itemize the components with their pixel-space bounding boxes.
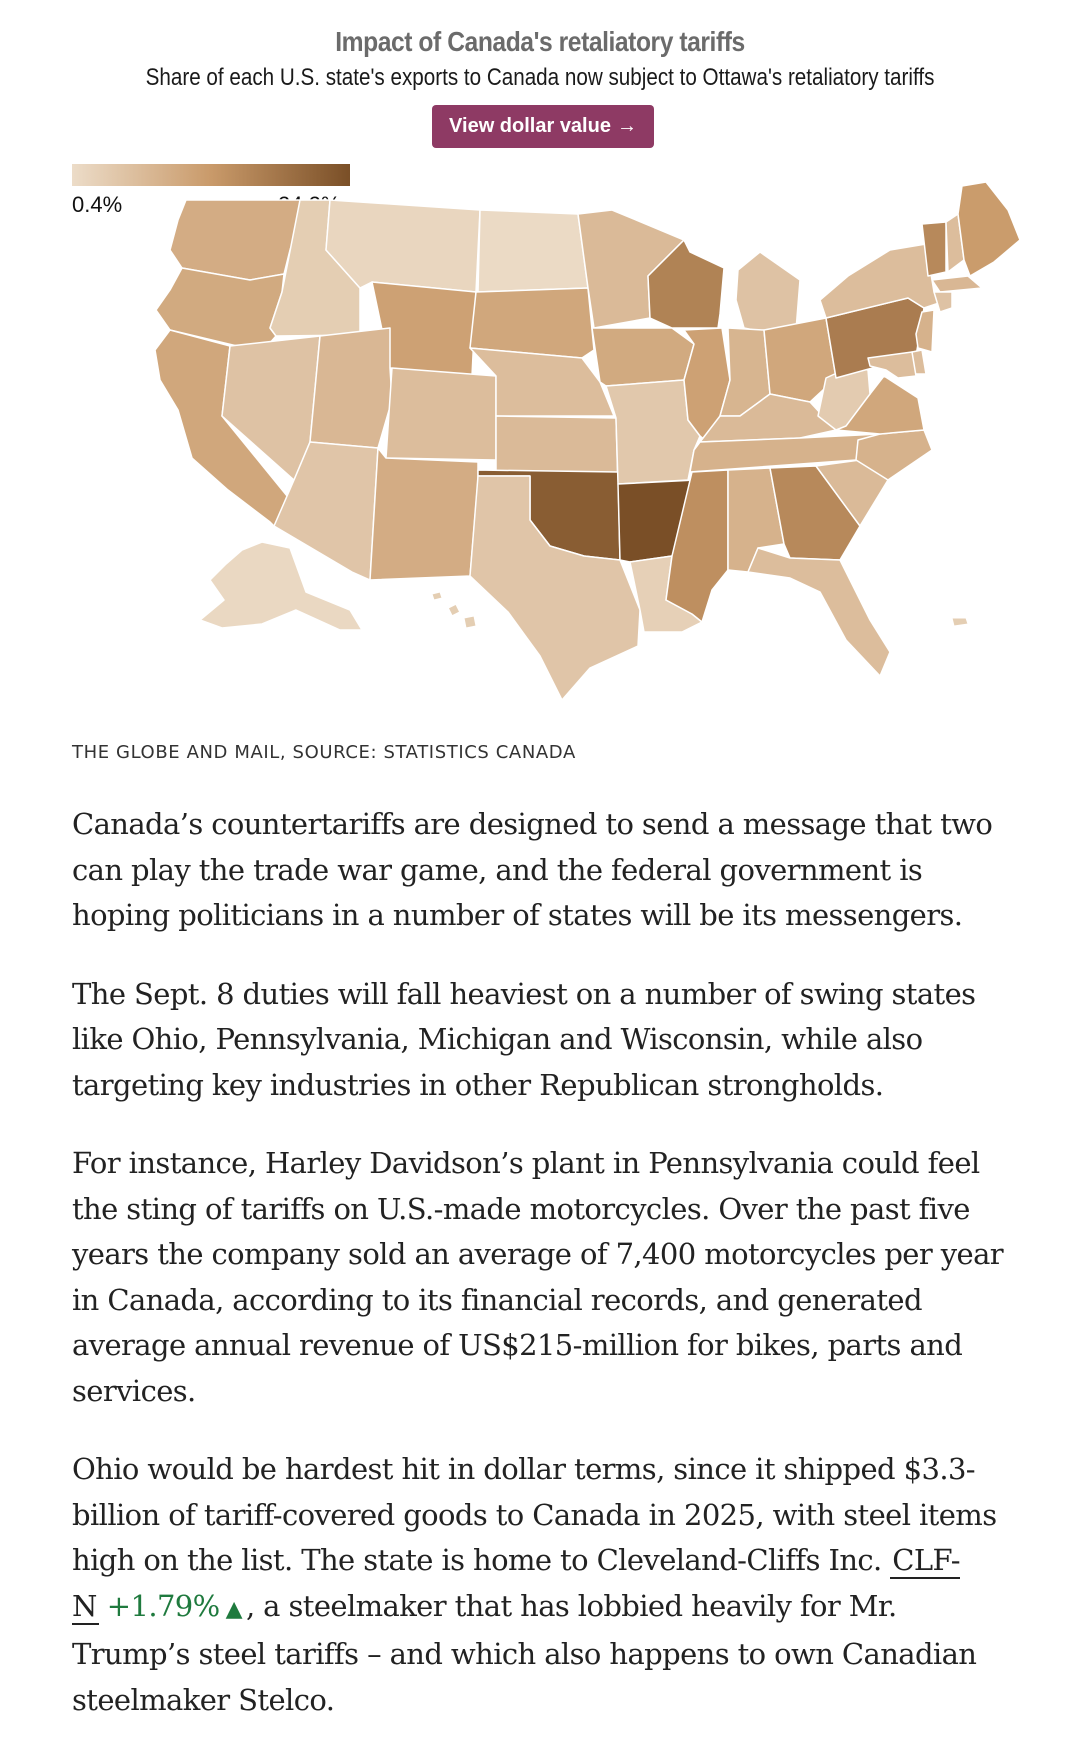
chart-subtitle: Share of each U.S. state's exports to Canada now subject to Ottawa's retaliatory tariffs xyxy=(145,64,935,91)
state-island-3 xyxy=(952,618,968,626)
chart-title: Impact of Canada's retaliatory tariffs xyxy=(335,26,745,57)
state-island-1 xyxy=(432,592,442,600)
ticker-link-clf[interactable]: CLF-N xyxy=(72,1543,960,1623)
article-body xyxy=(72,802,1012,1756)
state-washington[interactable] xyxy=(170,200,300,280)
state-island-2 xyxy=(464,616,476,628)
state-florida[interactable] xyxy=(748,548,890,676)
state-massachusetts[interactable] xyxy=(932,276,982,292)
state-hawaii[interactable] xyxy=(448,604,460,616)
state-utah[interactable] xyxy=(310,328,392,448)
state-new-mexico[interactable] xyxy=(370,448,478,580)
state-south-dakota[interactable] xyxy=(470,288,594,358)
arrow-right-icon: → xyxy=(616,115,637,137)
state-north-dakota[interactable] xyxy=(478,210,588,292)
legend-min-label: 0.4% xyxy=(72,192,123,217)
triangle-up-icon: ▲ xyxy=(225,1596,242,1622)
state-michigan[interactable] xyxy=(736,252,800,332)
article-paragraph-2: The Sept. 8 duties will fall heaviest on a number of swing states like Ohio, Pennsylvania, Michigan and Wisconsin, while also targeting key industries in other Republican strongholds. xyxy=(72,976,976,1102)
article-paragraph-4-end: , a steelmaker that has lobbied heavily for Mr. Trump’s steel tariffs – and which also happens to own Canadian steelmaker Stelco. xyxy=(72,1588,977,1717)
state-maine[interactable] xyxy=(958,182,1020,276)
ticker-change: +1.79% xyxy=(106,1588,220,1623)
state-connecticut[interactable] xyxy=(934,292,952,312)
article-paragraph-1: Canada’s countertariffs are designed to send a message that two can play the trade war game, and the federal government is hoping politicians in a number of states will be its messengers. xyxy=(72,807,993,932)
view-dollar-value-button[interactable] xyxy=(432,105,654,148)
state-iowa[interactable] xyxy=(592,328,694,386)
state-colorado[interactable] xyxy=(386,368,496,460)
us-choropleth-map xyxy=(0,180,1080,720)
chart-header xyxy=(0,26,1080,92)
article-paragraph-3: For instance, Harley Davidson’s plant in Pennsylvania could feel the sting of tariffs on U.S.-made motorcycles. Over the past five years the company sold an average of 7,400 motorcycles per year in Canada, according to its financial records, and generated average annual revenue of US$215-million for bikes, parts and services. xyxy=(72,1146,1004,1408)
article-paragraph-4-start: Ohio would be hardest hit in dollar terms, since it shipped $3.3-billion of tariff-covered goods to Canada in 2025, with steel items high on the list. The state is home to Cleveland-Cliffs Inc. xyxy=(72,1452,997,1577)
article-paragraph-4 xyxy=(72,1447,1012,1723)
source-credit: THE GLOBE AND MAIL, SOURCE: STATISTICS CANADA xyxy=(72,742,576,763)
view-dollar-value-label: View dollar value xyxy=(449,115,611,137)
